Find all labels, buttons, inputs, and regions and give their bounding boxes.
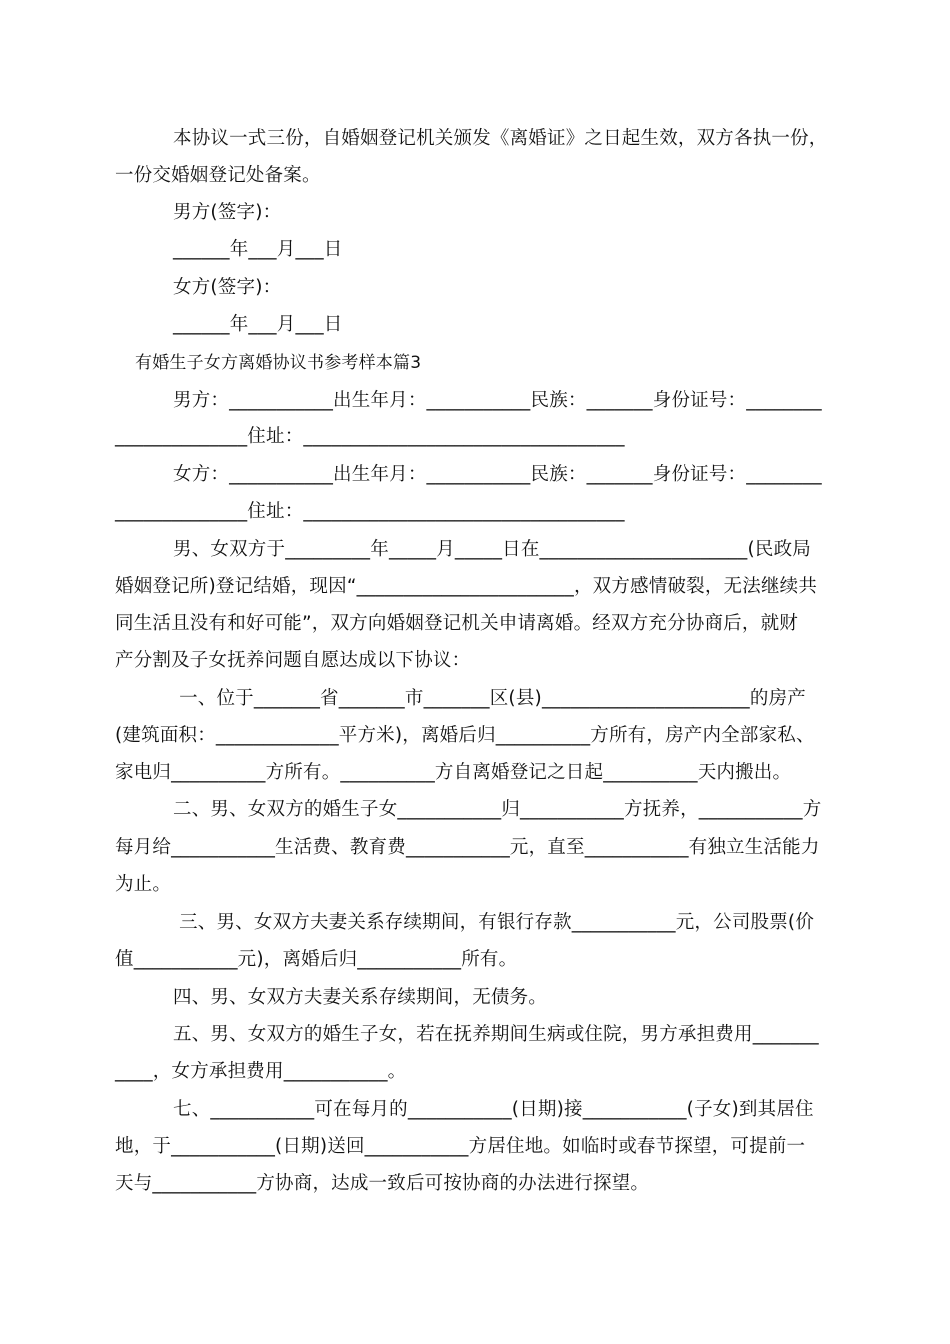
clause-1-line: (建筑面积：_____________平方米)，离婚后归__________方所有，房产内全部家私、: [115, 725, 815, 746]
intro-paragraph-line: 男、女双方于_________年_____月_____日在______________________(民政局: [173, 539, 811, 560]
intro-paragraph-line: 产分割及子女抚养问题自愿达成以下协议：: [115, 650, 471, 671]
clause-1-line: 家电归__________方所有。__________方自离婚登记之日起__________天内搬出。: [115, 762, 792, 783]
male-info-line: 男方：___________出生年月：___________民族：_______身份证号：________: [173, 390, 822, 411]
female-address-line: ______________住址：__________________________________: [115, 501, 625, 522]
agreement-copies-line-cont: 一份交婚姻登记处备案。: [115, 165, 321, 186]
clause-3-line: 值___________元)，离婚后归___________所有。: [115, 949, 518, 970]
clause-4-line: 四、男、女双方夫妻关系存续期间，无债务。: [173, 987, 548, 1008]
intro-paragraph-line: 同生活且没有和好可能”，双方向婚姻登记机关申请离婚。经双方充分协商后，就财: [115, 613, 798, 634]
female-signature-date: ______年___月___日: [173, 314, 343, 335]
agreement-copies-line: 本协议一式三份，自婚姻登记机关颁发《离婚证》之日起生效，双方各执一份，: [173, 128, 828, 149]
female-info-line: 女方：___________出生年月：___________民族：_______身份证号：________: [173, 464, 822, 485]
clause-2-line: 每月给___________生活费、教育费___________元，直至___________有独立生活能力: [115, 837, 820, 858]
male-signature-date: ______年___月___日: [173, 239, 343, 260]
section-heading: 有婚生子女方离婚协议书参考样本篇3: [135, 353, 422, 373]
clause-7-line: 地，于___________(日期)送回___________方居住地。如临时或春节探望，可提前一: [115, 1136, 806, 1157]
clause-7-line: 天与___________方协商，达成一致后可按协商的办法进行探望。: [115, 1173, 650, 1194]
male-signature-label: 男方(签字)：: [173, 202, 282, 223]
clause-1-line: 一、位于_______省_______市_______区(县)______________________的房产: [173, 688, 806, 709]
clause-3-line: 三、男、女双方夫妻关系存续期间，有银行存款___________元，公司股票(价: [173, 912, 815, 933]
clause-7-line: 七、___________可在每月的___________(日期)接___________(子女)到其居住: [173, 1099, 814, 1120]
clause-5-line: ____，女方承担费用___________。: [115, 1061, 407, 1082]
clause-2-line: 为止。: [115, 874, 172, 895]
female-signature-label: 女方(签字)：: [173, 277, 282, 298]
intro-paragraph-line: 婚姻登记所)登记结婚，现因“_______________________，双方感情破裂，无法继续共: [115, 576, 818, 597]
clause-5-line: 五、男、女双方的婚生子女，若在抚养期间生病或住院，男方承担费用_______: [173, 1024, 819, 1045]
male-address-line: ______________住址：__________________________________: [115, 426, 625, 447]
clause-2-line: 二、男、女双方的婚生子女___________归___________方抚养，___________方: [173, 799, 822, 820]
